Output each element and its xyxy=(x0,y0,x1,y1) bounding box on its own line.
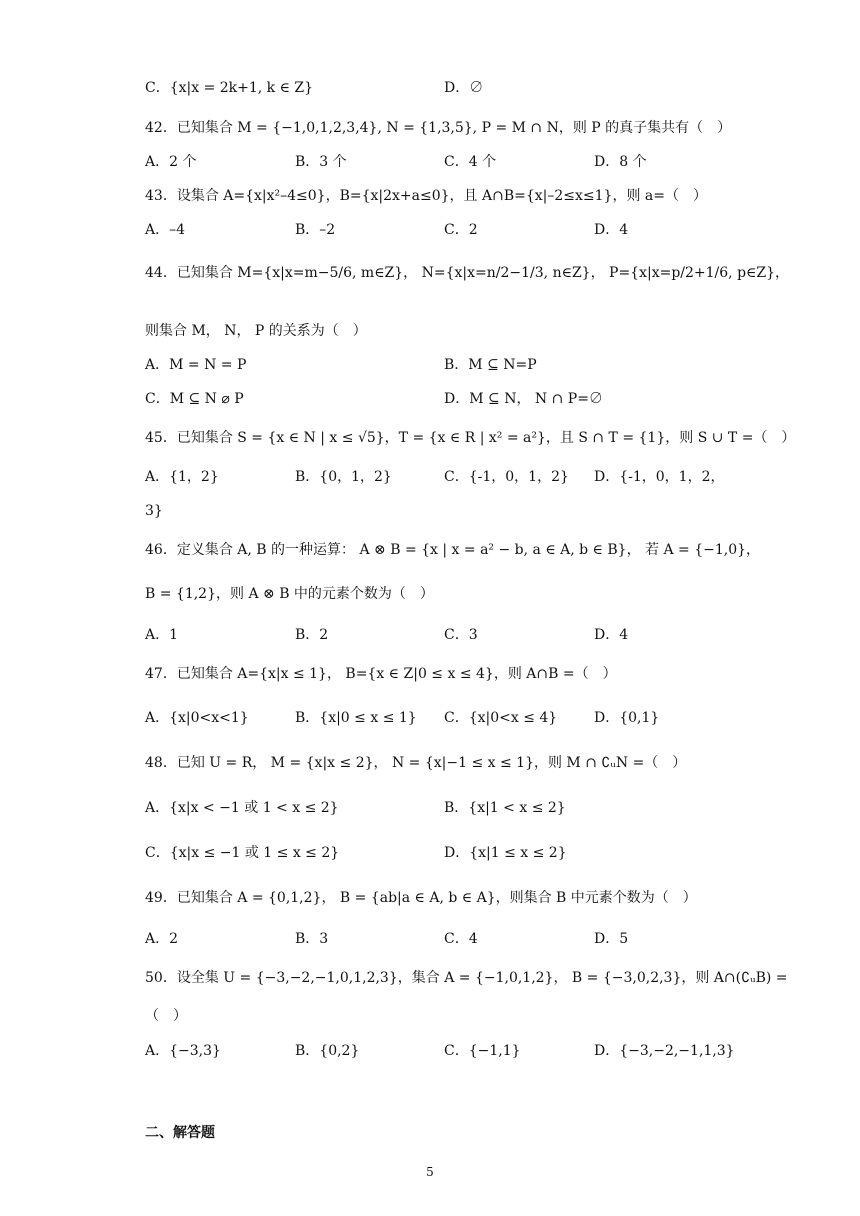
question-48: 48．已知 U = R， M = {x|x ≤ 2}， N = {x|−1 ≤ x ≤ 1}，则 M ∩ ∁ᵤN =（ ） xyxy=(145,755,687,771)
option-c-42: C．4 个 xyxy=(444,154,497,170)
page-number: 5 xyxy=(426,1165,434,1179)
question-43: 43．设集合 A={x|x²–4≤0}，B={x|2x+a≤0}，且 A∩B={x|–2≤x≤1}，则 a=（ ） xyxy=(145,188,707,204)
question-49: 49．已知集合 A = {0,1,2}， B = {ab|a ∈ A, b ∈ A}，则集合 B 中元素个数为（ ） xyxy=(145,890,697,906)
question-44-line1: 44．已知集合 M={x|x=m−5/6, m∈Z}， N={x|x=n/2−1/3, n∈Z}， P={x|x=p/2+1/6, p∈Z}， xyxy=(145,265,790,281)
option-c-41: C．{x|x = 2k+1, k ∈ Z} xyxy=(145,80,314,96)
option-b-45: B．{0，1，2} xyxy=(295,469,392,485)
question-46-line2: B = {1,2}，则 A ⊗ B 中的元素个数为（ ） xyxy=(145,586,434,602)
option-a-48: A．{x|x < −1 或 1 < x ≤ 2} xyxy=(145,800,339,816)
question-42: 42．已知集合 M = {−1,0,1,2,3,4}, N = {1,3,5}, P = M ∩ N，则 P 的真子集共有（ ） xyxy=(145,120,732,136)
option-b-43: B．–2 xyxy=(295,222,336,238)
section-title: 二、解答题 xyxy=(145,1125,215,1141)
option-c-45: C．{-1，0，1，2} xyxy=(444,469,569,485)
option-c-43: C．2 xyxy=(444,222,478,238)
option-d-45-cont: 3} xyxy=(145,503,163,519)
question-44-line2: 则集合 M， N， P 的关系为（ ） xyxy=(145,323,367,339)
option-d-43: D．4 xyxy=(594,222,629,238)
option-b-47: B．{x|0 ≤ x ≤ 1} xyxy=(295,710,417,726)
option-a-42: A．2 个 xyxy=(145,154,197,170)
option-c-48: C．{x|x ≤ −1 或 1 ≤ x ≤ 2} xyxy=(145,845,340,861)
option-a-47: A．{x|0<x<1} xyxy=(145,710,249,726)
option-a-43: A．–4 xyxy=(145,222,186,238)
option-a-46: A．1 xyxy=(145,627,179,643)
option-c-44: C．M ⊆ N ⌀ P xyxy=(145,391,244,407)
option-d-50: D．{−3,−2,−1,1,3} xyxy=(594,1043,735,1059)
option-b-46: B．2 xyxy=(295,627,329,643)
option-d-47: D．{0,1} xyxy=(594,710,660,726)
option-d-46: D．4 xyxy=(594,627,629,643)
question-50-line1: 50．设全集 U = {−3,−2,−1,0,1,2,3}，集合 A = {−1,0,1,2}， B = {−3,0,2,3}，则 A∩(∁ᵤB) = xyxy=(145,970,788,986)
option-a-44: A．M = N = P xyxy=(145,357,247,373)
option-c-46: C．3 xyxy=(444,627,478,643)
option-d-49: D．5 xyxy=(594,931,629,947)
option-a-50: A．{−3,3} xyxy=(145,1043,221,1059)
option-b-44: B．M ⊆ N=P xyxy=(444,357,537,373)
option-d-41: D．∅ xyxy=(444,80,484,96)
option-b-49: B．3 xyxy=(295,931,329,947)
option-a-49: A．2 xyxy=(145,931,179,947)
option-d-45: D．{-1，0，1，2， xyxy=(594,469,725,485)
question-47: 47．已知集合 A={x|x ≤ 1}， B={x ∈ Z|0 ≤ x ≤ 4}，则 A∩B =（ ） xyxy=(145,666,617,682)
option-d-48: D．{x|1 ≤ x ≤ 2} xyxy=(444,845,567,861)
option-b-48: B．{x|1 < x ≤ 2} xyxy=(444,800,566,816)
option-c-47: C．{x|0<x ≤ 4} xyxy=(444,710,558,726)
question-50-line2: （ ） xyxy=(145,1008,187,1024)
option-b-50: B．{0,2} xyxy=(295,1043,360,1059)
option-a-45: A．{1，2} xyxy=(145,469,219,485)
option-b-42: B．3 个 xyxy=(295,154,347,170)
question-45: 45．已知集合 S = {x ∈ N | x ≤ √5}，T = {x ∈ R | x² = a²}，且 S ∩ T = {1}，则 S ∪ T =（ ） xyxy=(145,430,796,446)
question-46-line1: 46．定义集合 A, B 的一种运算： A ⊗ B = {x | x = a² − b, a ∈ A, b ∈ B}， 若 A = {−1,0}， xyxy=(145,542,761,558)
option-c-49: C．4 xyxy=(444,931,478,947)
option-d-44: D．M ⊆ N， N ∩ P=∅ xyxy=(444,391,603,407)
option-c-50: C．{−1,1} xyxy=(444,1043,521,1059)
option-d-42: D．8 个 xyxy=(594,154,647,170)
